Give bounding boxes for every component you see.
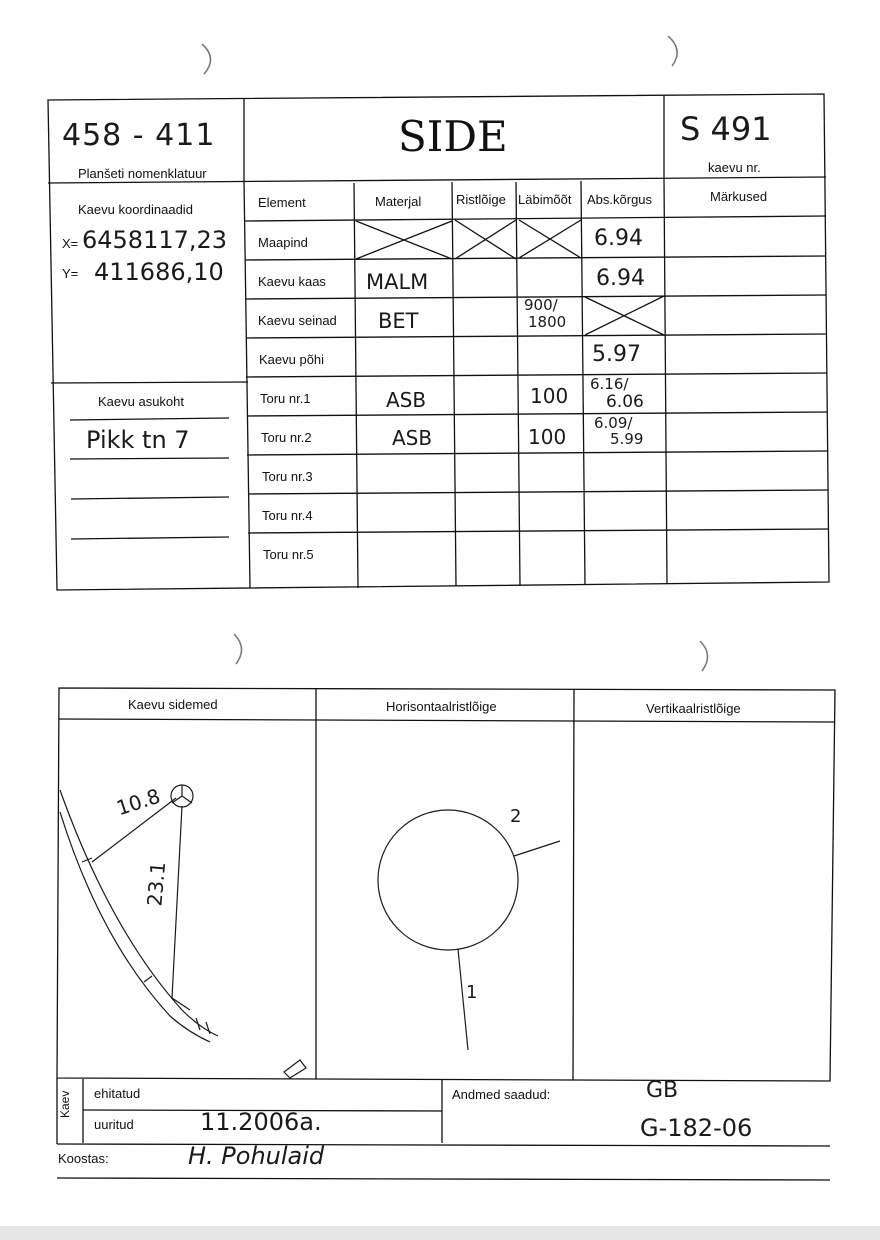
coordinates-label: Kaevu koordinaadid: [78, 202, 193, 217]
row-label-toru-3: Toru nr.3: [262, 469, 313, 484]
cell-toru1-abs-bottom: 6.06: [606, 392, 644, 412]
cell-maapind-abs: 6.94: [594, 226, 643, 251]
header-labimoot: Läbimõõt: [518, 192, 572, 207]
header-abs-korgus: Abs.kõrgus: [587, 192, 653, 207]
row-label-kaevu-seinad: Kaevu seinad: [258, 313, 337, 328]
cell-seinad-labimoot-bottom: 1800: [528, 313, 567, 331]
row-label-kaevu-kaas: Kaevu kaas: [258, 274, 326, 289]
well-number-label: kaevu nr.: [708, 160, 761, 175]
cell-kaas-materjal: MALM: [366, 270, 429, 294]
row-label-toru-1: Toru nr.1: [260, 391, 311, 406]
header-materjal: Materjal: [375, 194, 422, 209]
row-label-toru-4: Toru nr.4: [262, 508, 313, 523]
compiled-value: H. Pohulaid: [188, 1142, 325, 1170]
data-received-value-2: G-182-06: [640, 1114, 753, 1142]
built-label: ehitatud: [94, 1086, 141, 1101]
cell-toru2-abs-top: 6.09/: [594, 414, 633, 432]
cell-toru2-abs-bottom: 5.99: [610, 430, 644, 448]
cell-seinad-labimoot-top: 900/: [524, 296, 558, 314]
punch-hole-mark: [700, 641, 708, 671]
location-label: Kaevu asukoht: [98, 394, 185, 409]
site-sketch: [60, 785, 306, 1078]
punch-hole-mark: [202, 44, 211, 74]
well-number-value: S 491: [680, 110, 772, 148]
cell-seinad-materjal: BET: [378, 309, 419, 333]
row-label-kaevu-pohi: Kaevu põhi: [259, 352, 325, 367]
x-coordinate-value: 6458117,23: [82, 226, 228, 254]
header-element: Element: [258, 195, 306, 210]
cell-pohi-abs: 5.97: [592, 342, 641, 367]
distance-label-b: 23.1: [142, 860, 171, 908]
horizontal-section-drawing: [378, 810, 560, 1050]
pipe-label-2: 2: [510, 806, 522, 827]
y-coordinate-value: 411686,10: [94, 258, 224, 286]
surveyed-label: uuritud: [94, 1117, 134, 1132]
surveyed-value: 11.2006a.: [200, 1108, 322, 1136]
sketch-header-connections: Kaevu sidemed: [128, 697, 218, 712]
cell-toru2-labimoot: 100: [528, 425, 567, 449]
form-title: SIDE: [398, 112, 508, 161]
x-prefix: X=: [62, 236, 79, 251]
distance-label-a: 10.8: [113, 783, 164, 821]
data-received-label: Andmed saadud:: [452, 1087, 551, 1102]
compiled-label: Koostas:: [58, 1151, 109, 1166]
header-markused: Märkused: [710, 189, 768, 204]
cell-toru2-materjal: ASB: [392, 426, 433, 450]
punch-hole-mark: [234, 634, 242, 664]
header-ristloige: Ristlõige: [456, 192, 506, 207]
row-label-maapind: Maapind: [258, 235, 308, 250]
cell-toru1-labimoot: 100: [530, 384, 569, 408]
data-received-value-1: GB: [646, 1078, 679, 1103]
punch-hole-mark: [668, 36, 677, 66]
sketch-header-horizontal: Horisontaalristlõige: [386, 699, 497, 714]
cell-toru1-abs-top: 6.16/: [590, 375, 629, 393]
footer-side-label: Kaev: [58, 1090, 72, 1118]
y-prefix: Y=: [62, 266, 79, 281]
cell-kaas-abs: 6.94: [596, 266, 645, 291]
row-label-toru-2: Toru nr.2: [261, 430, 312, 445]
cell-toru1-materjal: ASB: [386, 388, 427, 412]
location-value: Pikk tn 7: [86, 426, 190, 454]
plansheet-value: 458 - 411: [62, 118, 216, 153]
plansheet-label: Planšeti nomenklatuur: [78, 166, 207, 181]
sketch-header-vertical: Vertikaalristlõige: [646, 701, 741, 716]
row-label-toru-5: Toru nr.5: [263, 547, 314, 562]
pipe-label-1: 1: [466, 982, 478, 1003]
scan-edge: [0, 1226, 880, 1240]
